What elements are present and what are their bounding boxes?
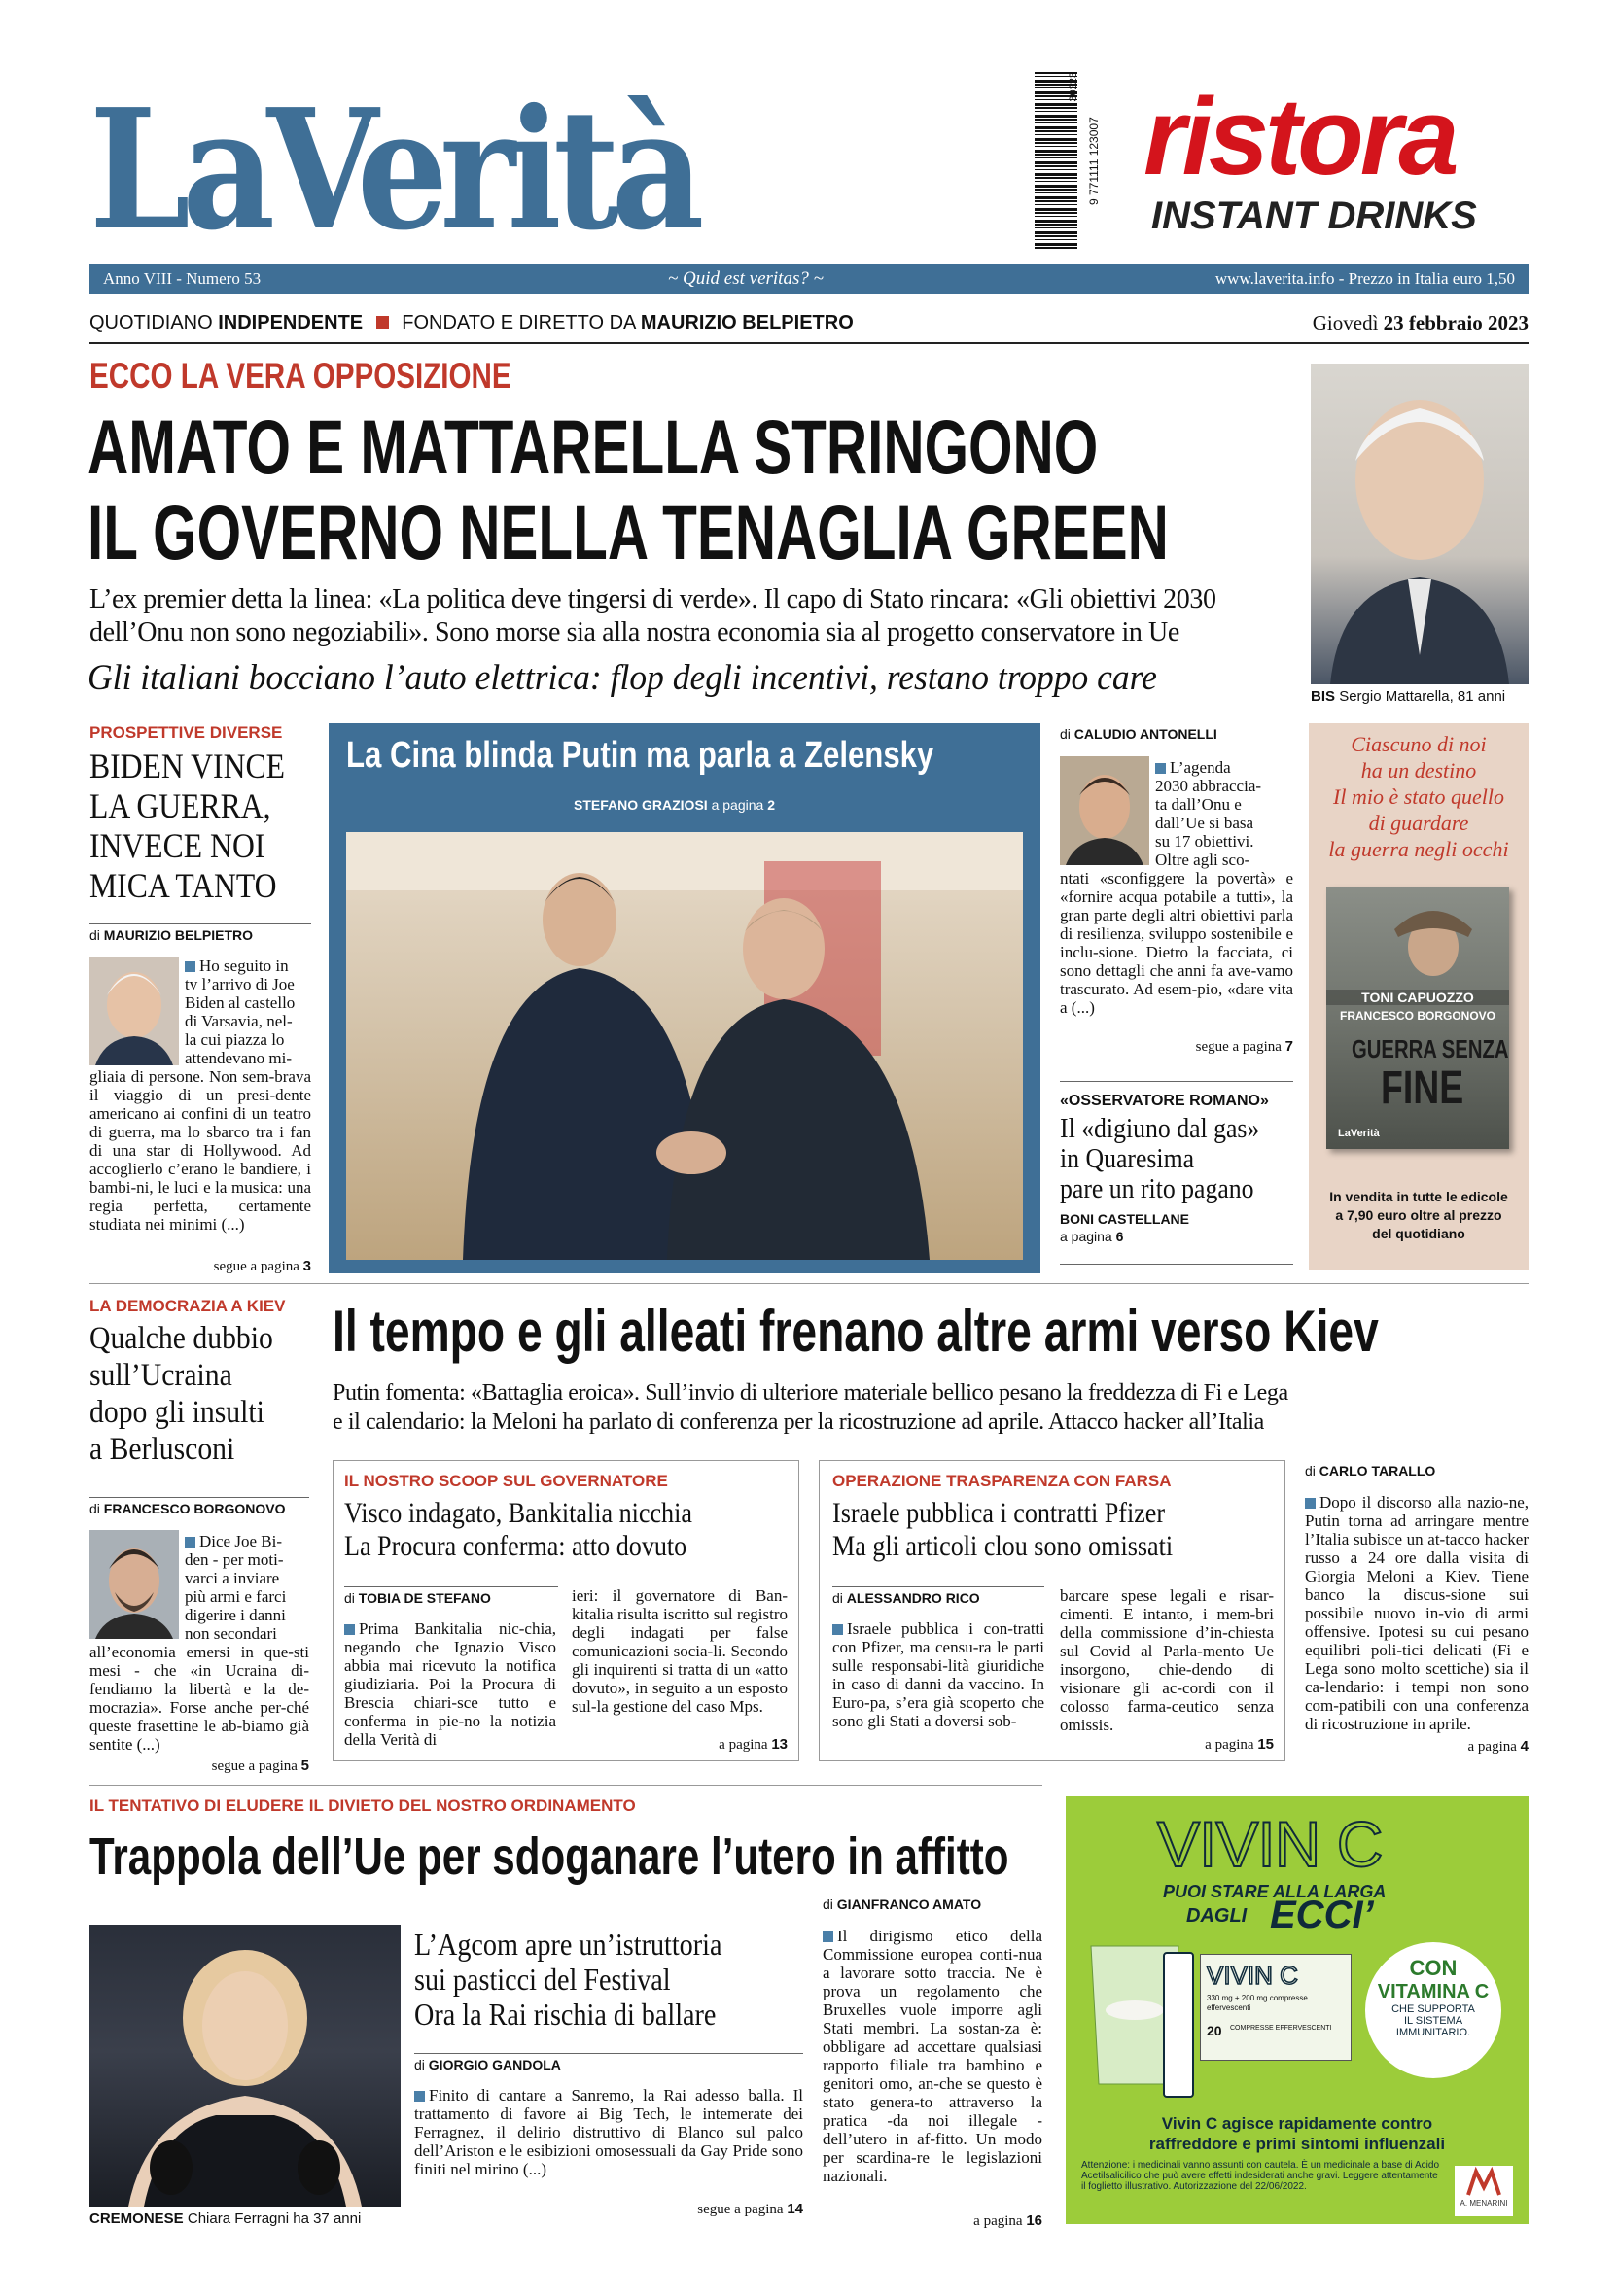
square-bullet-icon	[185, 1537, 195, 1548]
ristora-brand: ristora	[1143, 76, 1456, 197]
vivin-pack	[1200, 1954, 1352, 2061]
ucraina-text: all’economia emersi in que-sti mesi - che «in Ucraina di-fendiamo la libertà e la de-mocrazia». Forse anche per-ché queste frasettine le ab-biamo già sentite (...)	[89, 1643, 309, 1754]
lead-headline-2[interactable]: IL GOVERNO NELLA TENAGLIA GREEN	[88, 489, 1169, 575]
ucraina-text-wrap: Dice Joe Bi- den - per moti- varci a inviare più armi e farci digerire i danni non secondari	[185, 1532, 287, 1643]
tarallo-text: Dopo il discorso alla nazio-ne, Putin torna ad arringare mentre l’Italia subisce un at-tacco hacker russo a 24 ore dalla visita di Giorgia Meloni a Kiev. Tiene banco la discus-sione sui possibile nuovo in-vio di armi offensive. Ipotesi su cui pesano equilibri poli-tici delicati (Fi e Lega sono molto scettiche) sia il ca-lendario: i tempi non sono com-patibili con una conferenza di ricostruzione in aprile.	[1305, 1493, 1529, 1733]
rule	[89, 342, 1529, 344]
pfizer-col1: Israele pubblica i con-tratti con Pfizer, ma censu-ra le parti sulle responsabi-lità giuridiche in caso di danni da vaccino. In Euro-pa, s’era già scoperto che sono gli Stati a doversi sob-	[832, 1619, 1044, 1730]
visco-kicker: IL NOSTRO SCOOP SUL GOVERNATORE	[344, 1472, 668, 1490]
biden-segue[interactable]: segue a pagina 3	[213, 1258, 311, 1274]
vitamin-badge: CON VITAMINA C CHE SUPPORTA IL SISTEMA IMMUNITARIO.	[1365, 1942, 1501, 2078]
lead-headline-1[interactable]: AMATO E MATTARELLA STRINGONO	[88, 403, 1099, 490]
ucraina-segue[interactable]: segue a pagina 5	[211, 1757, 309, 1774]
ucraina-title[interactable]: Qualche dubbio sull’Ucraina dopo gli insulti a Berlusconi	[89, 1321, 273, 1467]
vivin-tube	[1163, 1952, 1194, 2098]
borgonovo-photo	[89, 1530, 179, 1639]
visco-page[interactable]: a pagina 13	[719, 1736, 788, 1753]
biden-text-wrap: Ho seguito in tv l’arrivo di Joe Biden al castello di Varsavia, nel- la cui piazza lo attendevano mi-	[185, 957, 296, 1067]
agcom-text: Finito di cantare a Sanremo, la Rai adesso balla. Il trattamento di favore ai Big Tech, le intemerate dei Ferragnez, il delirio distruttivo di Blanco sul palco dell’Ariston e le esibizioni omosessuali da Gay Pride sono finiti nel mirino (...)	[414, 2086, 803, 2178]
pfizer-col2: barcare spese legali e risar-cimenti. E intanto, i mem-bri della commissione d’in-chiesta sul Covid al Parla-mento Ue insorgono, chie-dendo di visionare gli ac-cordi con il colosso farma-ceutico senza omissis.	[1060, 1586, 1274, 1734]
book-title-1: GUERRA SENZA	[1352, 1034, 1509, 1063]
osservatore-kicker: «OSSERVATORE ROMANO»	[1060, 1093, 1269, 1109]
visco-title[interactable]: Visco indagato, Bankitalia nicchia La Procura conferma: atto dovuto	[344, 1497, 692, 1562]
vivin-disclaimer: Attenzione: i medicinali vanno assunti con cautela. È un medicinale a base di Acido Acetilsalicilico che può avere effetti indesiderati anche gravi. Leggere attentamente il foglietto illustrativo. Autorizzazione del 22/06/2022.	[1081, 2160, 1440, 2192]
square-bullet-icon	[1155, 763, 1166, 774]
belpietro-photo	[89, 957, 179, 1065]
vivin-pack-sub: COMPRESSE EFFERVESCENTI	[1230, 2025, 1332, 2032]
date: Giovedì 23 febbraio 2023	[1312, 311, 1529, 334]
pfizer-byline: di ALESSANDRO RICO	[832, 1586, 1044, 1606]
vivin-slogan-2: DAGLI	[1186, 1905, 1248, 1927]
square-bullet-icon	[414, 2091, 425, 2102]
agcom-byline: di GIORGIO GANDOLA	[414, 2053, 803, 2072]
rule	[89, 1283, 1529, 1284]
biden-title[interactable]: BIDEN VINCE LA GUERRA, INVECE NOI MICA TANTO	[89, 747, 285, 905]
utero-text: Il dirigismo etico della Commissione europea conti-nua a lavorare sotto traccia. Ne è prova un regolamento che Bruxelles vuole imporre agli Stati membri. La sostan-za è: obbligare ad accettare qualsiasi rapporto filiale tra bambino e genitori omo, an-che se questo è stato genera-to attraverso la pratica -da noi illegale - dell’utero in af-fitto. Un modo per scardina-re le legislazioni nazionali.	[823, 1927, 1042, 2185]
square-bullet-icon	[344, 1624, 355, 1635]
vivin-pack-dose: 330 mg + 200 mg compresse effervescenti	[1207, 1994, 1308, 2012]
motto: ~ Quid est veritas? ~	[668, 268, 824, 289]
book-author-1: TONI CAPUOZZO	[1326, 990, 1509, 1005]
square-bullet-icon	[185, 961, 195, 972]
tarallo-page[interactable]: a pagina 4	[1467, 1738, 1529, 1755]
promo-quote: Ciascuno di noi ha un destino Il mio è stato quello di guardare la guerra negli occhi	[1328, 732, 1509, 861]
vivin-slogan-1: PUOI STARE ALLA LARGA	[1163, 1882, 1387, 1901]
book-title-2: FINE	[1381, 1062, 1464, 1114]
agcom-segue[interactable]: segue a pagina 14	[697, 2201, 803, 2217]
barcode-issue: 30223	[1068, 72, 1079, 102]
rule	[1060, 1081, 1293, 1082]
visco-col2: ieri: il governatore di Ban-kitalia risulta iscritto sul registro degli indagati per false comunicazioni socia-li. Secondo gli inquirenti si tratta di un «atto dovuto», in seguito a un esposto sul-la gestione del caso Mps.	[572, 1586, 788, 1716]
ristora-tagline: INSTANT DRINKS	[1151, 194, 1477, 237]
lead-kicker: ECCO LA VERA OPPOSIZIONE	[89, 356, 511, 396]
rule	[89, 1785, 1042, 1786]
pfizer-page[interactable]: a pagina 15	[1205, 1736, 1274, 1753]
book-portrait	[1326, 887, 1509, 993]
biden-kicker: PROSPETTIVE DIVERSE	[89, 723, 283, 742]
ucraina-kicker: LA DEMOCRAZIA A KIEV	[89, 1297, 286, 1315]
rule	[1060, 1264, 1293, 1265]
square-bullet-icon	[1305, 1498, 1316, 1509]
vivin-pack-count: 20	[1207, 2023, 1222, 2038]
vivin-brand: VIVIN C	[1157, 1808, 1383, 1880]
visco-col1: Prima Bankitalia nic-chia, negando che Ignazio Visco abbia mai ricevuto la notifica giudiziaria. Poi la Procura di Brescia chiari-sce tutto e conferma in pie-no la notizia della Verità di	[344, 1619, 556, 1749]
utero-page[interactable]: a pagina 16	[973, 2212, 1042, 2229]
utero-byline: di GIANFRANCO AMATO	[823, 1896, 982, 1912]
masthead-logo[interactable]	[89, 78, 867, 262]
menarini-logo: A. MENARINI	[1455, 2166, 1513, 2216]
agcom-title[interactable]: L’Agcom apre un’istruttoria sui pasticci del Festival Ora la Rai rischia di ballare	[414, 1927, 722, 2032]
osservatore-author: BONI CASTELLANE	[1060, 1211, 1189, 1227]
ferragni-photo	[89, 1925, 401, 2207]
kiev-summary: Putin fomenta: «Battaglia eroica». Sull’invio di ulteriore materiale bellico pesano la freddezza di Fi e Lega e il calendario: la Meloni ha parlato di conferenza per la ricostruzione ad aprile. Attacco hacker all’Italia	[333, 1380, 1288, 1435]
book-author-2: FRANCESCO BORGONOVO	[1339, 1009, 1495, 1023]
cina-byline: STEFANO GRAZIOSI a pagina 2	[574, 797, 775, 813]
square-bullet-icon	[823, 1931, 833, 1942]
osservatore-title[interactable]: Il «digiuno dal gas» in Quaresima pare un rito pagano	[1060, 1114, 1260, 1204]
ucraina-byline: di FRANCESCO BORGONOVO	[89, 1497, 309, 1516]
promo-info: In vendita in tutte le edicole a 7,90 euro oltre al prezzo del quotidiano	[1329, 1189, 1508, 1241]
biden-text: gliaia di persone. Non sem-brava il viaggio di un presi-dente americano ai confini di un teatro di guerra, ma lo sbarco tra i fan di una star di Hollywood. Ad accoglierlo c’erano le bandiere, i bambi-ni, le luci e la musica: una regia perfetta, certamente studiata nei minimi (...)	[89, 1067, 311, 1234]
vivin-pack-brand: VIVIN C	[1207, 1961, 1298, 1990]
antonelli-photo	[1060, 756, 1149, 865]
kiev-headline[interactable]: Il tempo e gli alleati frenano altre armi verso Kiev	[333, 1299, 1379, 1364]
agenda-text: ntati «sconfiggere la povertà» e «fornire acqua potabile a tutti», la gran parte degli altri obiettivi parla di resilienza, sviluppo sostenibile e inclu-sione. Dietro la facciata, ci sono dettagli che anni fa ave-vamo trascurato. Ad esem-pio, «dare vita a (...)	[1060, 869, 1293, 1017]
tarallo-byline: di CARLO TARALLO	[1305, 1463, 1436, 1478]
cina-title[interactable]: La Cina blinda Putin ma parla a Zelensky	[346, 735, 934, 776]
vivin-slogan-3: ECCI’	[1270, 1894, 1374, 1936]
lead-subhead[interactable]: Gli italiani bocciano l’auto elettrica: flop degli incentivi, restano troppo care	[88, 658, 1157, 698]
mattarella-photo	[1311, 364, 1529, 684]
utero-headline[interactable]: Trappola dell’Ue per sdoganare l’utero in affitto	[89, 1827, 1009, 1886]
osservatore-page[interactable]: a pagina 6	[1060, 1229, 1124, 1244]
logo-text: LaVerità	[89, 78, 696, 262]
vivin-ad[interactable]	[1066, 1796, 1529, 2224]
lead-summary: L’ex premier detta la linea: «La politica deve tingersi di verde». Il capo di Stato rincara: «Gli obiettivi 2030 dell’Onu non sono negoziabili». Sono morse sia alla nostra economia sia al progetto conservatore in Ue	[89, 584, 1216, 647]
biden-byline: di MAURIZIO BELPIETRO	[89, 923, 311, 943]
agenda-text-wrap: L’agenda 2030 abbraccia- ta dall’Onu e dall’Ue si basa su 17 obiettivi. Oltre agli sco-	[1155, 758, 1262, 869]
utero-kicker: IL TENTATIVO DI ELUDERE IL DIVIETO DEL NOSTRO ORDINAMENTO	[89, 1796, 636, 1815]
issue-number: Anno VIII - Numero 53	[103, 269, 262, 288]
book-cover[interactable]	[1326, 887, 1509, 1149]
ferragni-caption: CREMONESE Chiara Ferragni ha 37 anni	[89, 2210, 362, 2227]
pfizer-kicker: OPERAZIONE TRASPARENZA CON FARSA	[832, 1472, 1172, 1490]
vivin-claim: Vivin C agisce rapidamente contro raffreddore e primi sintomi influenzali	[1148, 2114, 1446, 2153]
book-logo: LaVerità	[1338, 1128, 1380, 1139]
square-bullet-icon	[832, 1624, 843, 1635]
info-bar	[89, 264, 1529, 294]
visco-byline: di TOBIA DE STEFANO	[344, 1586, 558, 1606]
agenda-segue[interactable]: segue a pagina 7	[1195, 1038, 1293, 1055]
mattarella-caption: BIS Sergio Mattarella, 81 anni	[1311, 688, 1506, 705]
agenda-byline: di CALUDIO ANTONELLI	[1060, 726, 1217, 742]
tagline-row: QUOTIDIANO INDIPENDENTE FONDATO E DIRETTO DA MAURIZIO BELPIETRO Giovedì 23 febbraio 2023	[89, 311, 1529, 334]
red-square-icon	[376, 316, 389, 329]
barcode-number: 9 771111 123007	[1087, 117, 1101, 206]
pfizer-title[interactable]: Israele pubblica i contratti Pfizer Ma gli articoli clou sono omissati	[832, 1497, 1174, 1562]
site-price: www.laverita.info - Prezzo in Italia euro 1,50	[1214, 269, 1515, 288]
putin-wang-photo	[346, 832, 1023, 1260]
ristora-ad[interactable]	[1143, 76, 1532, 245]
